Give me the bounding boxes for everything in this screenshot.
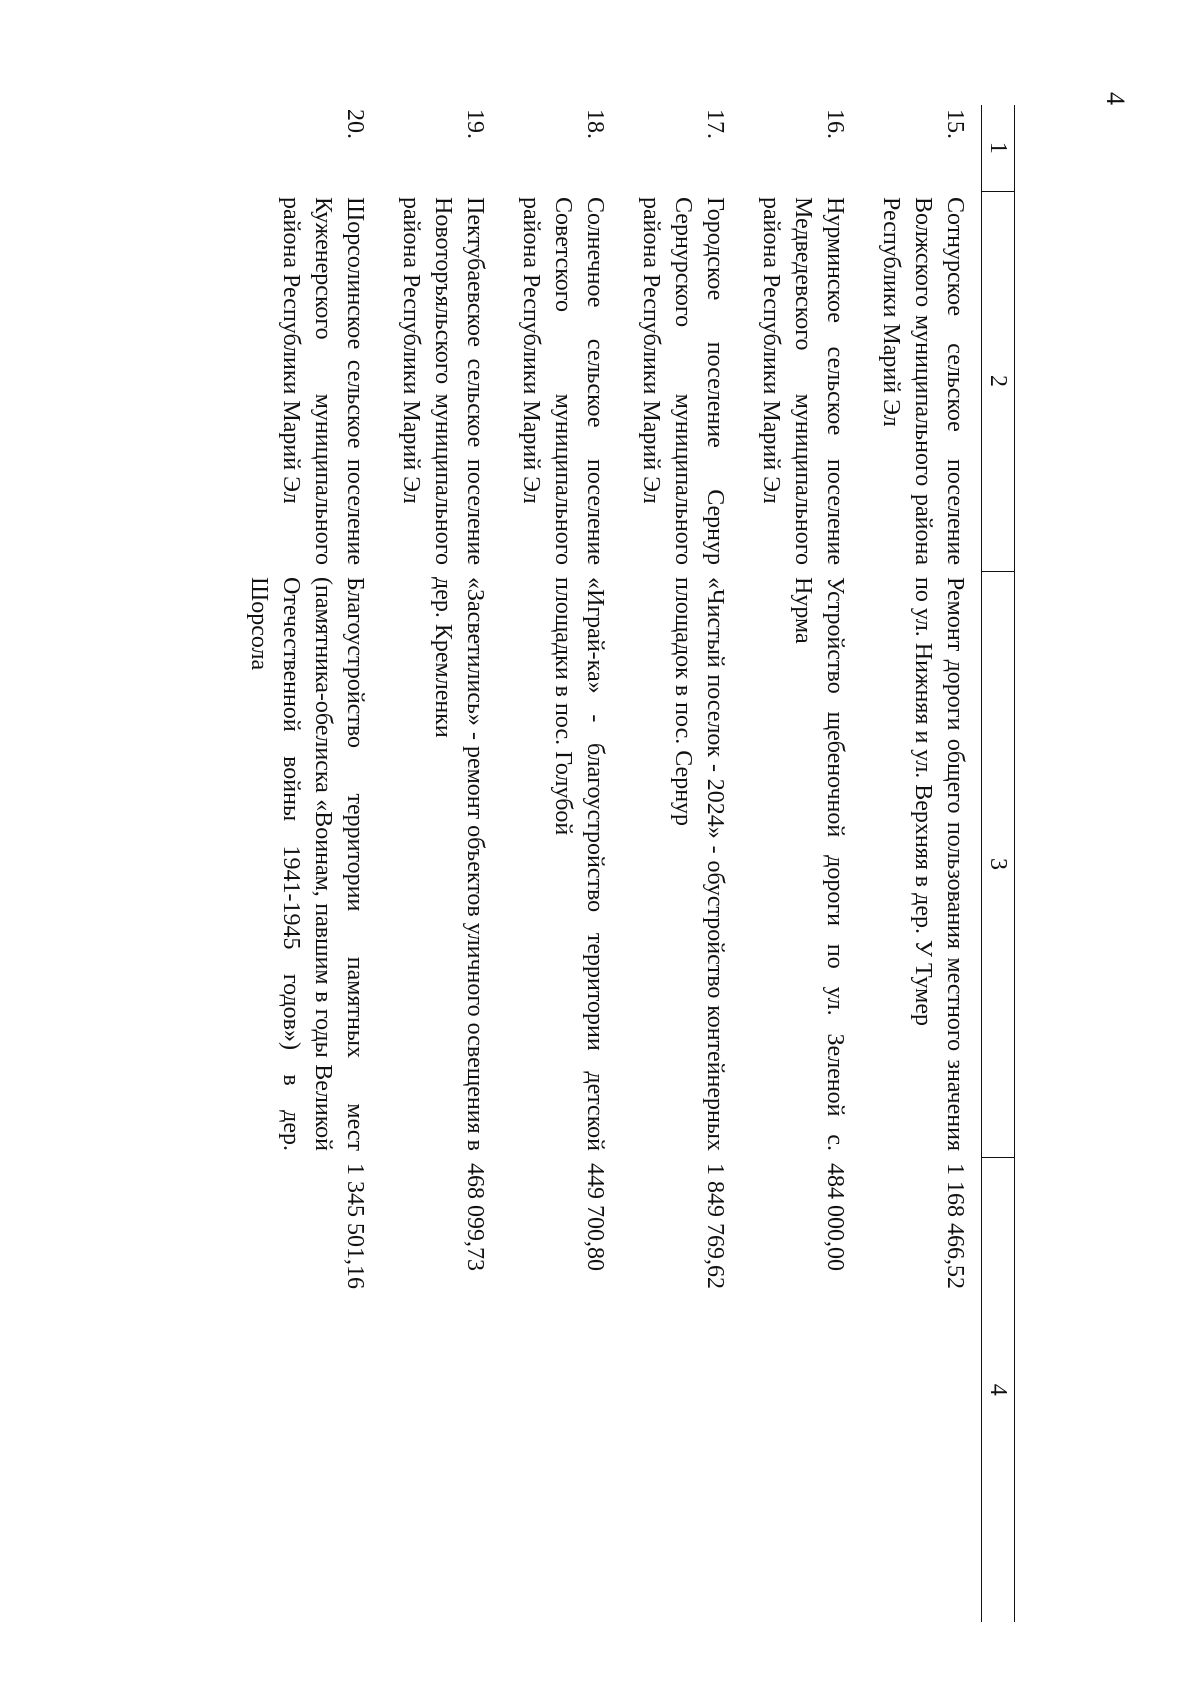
- table-row: [741, 105, 861, 1622]
- table-row: [861, 105, 982, 1622]
- header-col-1: 1: [982, 105, 1015, 191]
- table-row: [381, 105, 501, 1622]
- header-col-3: 3: [982, 571, 1015, 1157]
- settlement-name: Шорсолинское сельское поселение Куженерского муниципального района Республики Марий Эл: [278, 197, 368, 565]
- header-col-4: 4: [982, 1157, 1015, 1622]
- grant-amount: 484 000,00: [822, 1163, 848, 1271]
- table-header-row: [982, 105, 1015, 1622]
- grant-amount: 1 849 769,62: [702, 1163, 728, 1289]
- project-description: «Чистый поселок - 2024» - обустройство контейнерных площадок в пос. Сернур: [670, 577, 728, 1151]
- table-row: [501, 105, 621, 1622]
- grant-amount: 468 099,73: [462, 1163, 488, 1271]
- project-description: Устройство щебеночной дороги по ул. Зеленой с. Нурма: [790, 577, 848, 1151]
- project-description: «Играй-ка» - благоустройство территории детской площадки в пос. Голубой: [550, 577, 608, 1151]
- project-description: Ремонт дороги общего пользования местного значения по ул. Нижняя и ул. Верхняя в дер. У Тумер: [910, 577, 968, 1151]
- row-number: 17.: [702, 109, 728, 139]
- project-description: «Засветились» - ремонт объектов уличного освещения в дер. Кремленки: [430, 577, 488, 1151]
- row-number: 20.: [342, 109, 368, 139]
- settlement-name: Сотнурское сельское поселение Волжского муниципального района Республики Марий Эл: [878, 197, 968, 565]
- grant-amount: 1 168 466,52: [942, 1163, 968, 1289]
- settlement-name: Городское поселение Сернур Сернурского муниципального района Республики Марий Эл: [638, 197, 728, 565]
- settlement-name: Пектубаевское сельское поселение Новоторъяльского муниципального района Республики Марий Эл: [398, 197, 488, 565]
- grant-amount: 1 345 501,16: [342, 1163, 368, 1289]
- settlement-name: Нурминское сельское поселение Медведевского муниципального района Республики Марий Эл: [758, 197, 848, 565]
- grant-amount: 449 700,80: [582, 1163, 608, 1271]
- grant-table: [229, 105, 1015, 1622]
- row-number: 18.: [582, 109, 608, 139]
- rotated-sheet: [0, 105, 1015, 1622]
- row-number: 15.: [942, 109, 968, 139]
- project-description: Благоустройство территории памятных мест (памятника-обелиска «Воинам, павшим в годы Великой Отечественной войны 1941-1945 годов») в дер. Шорсола: [246, 577, 368, 1151]
- header-col-2: 2: [982, 191, 1015, 571]
- row-number: 19.: [462, 109, 488, 139]
- table-row: [229, 105, 381, 1622]
- table-row: [621, 105, 741, 1622]
- page-number: 4: [1101, 92, 1130, 105]
- row-number: 16.: [822, 109, 848, 139]
- settlement-name: Солнечное сельское поселение Советского муниципального района Республики Марий Эл: [518, 197, 608, 565]
